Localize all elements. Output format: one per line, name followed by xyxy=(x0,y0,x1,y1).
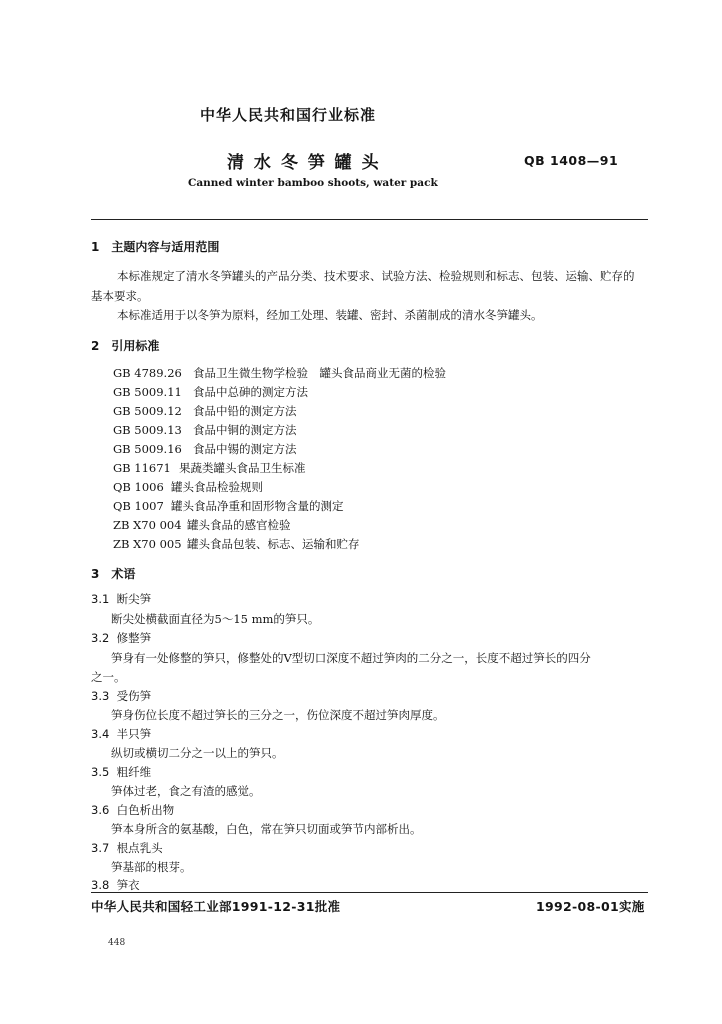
reference-item xyxy=(113,441,297,457)
term-heading xyxy=(91,840,163,856)
implementation-date: 1992-08-01实施 xyxy=(536,899,645,914)
reference-title: 食品中总砷的测定方法 xyxy=(193,385,308,399)
reference-title: 食品中锡的测定方法 xyxy=(193,442,297,456)
reference-item xyxy=(113,536,360,552)
approval-statement: 中华人民共和国轻工业部1991-12-31批准 xyxy=(91,899,341,914)
term-number: 3.5 xyxy=(91,765,110,779)
term-number: 3.7 xyxy=(91,841,110,855)
section-3-heading: 3 术语 xyxy=(91,567,136,581)
reference-title: 罐头食品净重和固形物含量的测定 xyxy=(171,499,344,513)
term-definition: 笋本身所含的氨基酸，白色，常在笋只切面或笋节内部析出。 xyxy=(111,822,422,836)
term-heading xyxy=(91,630,151,646)
term-definition: 断尖处横截面直径为5～15 mm的笋只。 xyxy=(111,612,320,626)
term-name: 半只笋 xyxy=(116,727,152,741)
reference-code: QB 1006 xyxy=(113,480,164,494)
term-number: 3.6 xyxy=(91,803,110,817)
term-definition: 笋身有一处修整的笋只，修整处的V型切口深度不超过笋肉的二分之一，长度不超过笋长的四分 xyxy=(111,651,591,665)
reference-item xyxy=(113,422,297,438)
reference-code: ZB X70 005 xyxy=(113,537,182,551)
term-heading xyxy=(91,726,151,742)
reference-code: GB 5009.12 xyxy=(113,404,182,418)
term-number: 3.1 xyxy=(91,592,110,606)
term-definition: 笋身伤位长度不超过笋长的三分之一，伤位深度不超过笋肉厚度。 xyxy=(111,708,445,722)
section-1-heading: 1 主题内容与适用范围 xyxy=(91,240,220,254)
reference-title: 食品卫生微生物学检验 罐头食品商业无菌的检验 xyxy=(193,366,446,380)
reference-code: GB 5009.11 xyxy=(113,385,182,399)
term-number: 3.8 xyxy=(91,878,110,892)
reference-title: 食品中铅的测定方法 xyxy=(193,404,297,418)
page-number: 448 xyxy=(108,938,126,948)
reference-item xyxy=(113,384,308,400)
reference-code: GB 5009.13 xyxy=(113,423,182,437)
term-definition: 纵切或横切二分之一以上的笋只。 xyxy=(111,746,284,760)
term-heading xyxy=(91,591,151,607)
term-heading xyxy=(91,877,140,893)
reference-item xyxy=(113,479,263,495)
reference-item xyxy=(113,365,446,381)
term-number: 3.4 xyxy=(91,727,110,741)
reference-item xyxy=(113,498,344,514)
term-heading xyxy=(91,802,174,818)
section-1-paragraph-1: 本标准规定了清水冬笋罐头的产品分类、技术要求、试验方法、检验规则和标志、包装、运输、贮存的 xyxy=(117,269,635,283)
footer-rule xyxy=(91,892,648,893)
section-1-paragraph-2: 本标准适用于以冬笋为原料，经加工处理、装罐、密封、杀菌制成的清水冬笋罐头。 xyxy=(117,308,543,322)
reference-item xyxy=(113,403,297,419)
reference-code: GB 11671 xyxy=(113,461,171,475)
term-name: 粗纤维 xyxy=(116,765,152,779)
reference-code: GB 5009.16 xyxy=(113,442,182,456)
term-name: 修整笋 xyxy=(116,631,152,645)
term-name: 笋衣 xyxy=(116,878,140,892)
term-name: 受伤笋 xyxy=(116,689,152,703)
section-2-heading: 2 引用标准 xyxy=(91,339,160,353)
reference-code: ZB X70 004 xyxy=(113,518,182,532)
reference-code: GB 4789.26 xyxy=(113,366,182,380)
reference-item xyxy=(113,460,306,476)
reference-title: 食品中铜的测定方法 xyxy=(193,423,297,437)
term-number: 3.3 xyxy=(91,689,110,703)
english-title: Canned winter bamboo shoots, water pack xyxy=(188,177,438,189)
section-1-paragraph-1-cont: 基本要求。 xyxy=(91,289,149,303)
standard-number: QB 1408—91 xyxy=(524,153,619,168)
org-title: 中华人民共和国行业标准 xyxy=(200,106,377,124)
term-number: 3.2 xyxy=(91,631,110,645)
term-definition: 笋体过老，食之有渣的感觉。 xyxy=(111,784,261,798)
reference-title: 果蔬类罐头食品卫生标准 xyxy=(179,461,306,475)
term-name: 根点乳头 xyxy=(116,841,163,855)
header-rule xyxy=(91,219,648,220)
reference-title: 罐头食品的感官检验 xyxy=(187,518,291,532)
term-name: 白色析出物 xyxy=(116,803,175,817)
term-heading xyxy=(91,688,151,704)
reference-title: 罐头食品检验规则 xyxy=(171,480,263,494)
term-name: 断尖笋 xyxy=(116,592,152,606)
reference-item xyxy=(113,517,291,533)
doc-title: 清 水 冬 笋 罐 头 xyxy=(227,153,381,173)
reference-code: QB 1007 xyxy=(113,499,164,513)
term-definition-cont: 之一。 xyxy=(91,670,126,684)
term-heading xyxy=(91,764,151,780)
term-definition: 笋基部的根芽。 xyxy=(111,860,192,874)
reference-title: 罐头食品包装、标志、运输和贮存 xyxy=(187,537,360,551)
